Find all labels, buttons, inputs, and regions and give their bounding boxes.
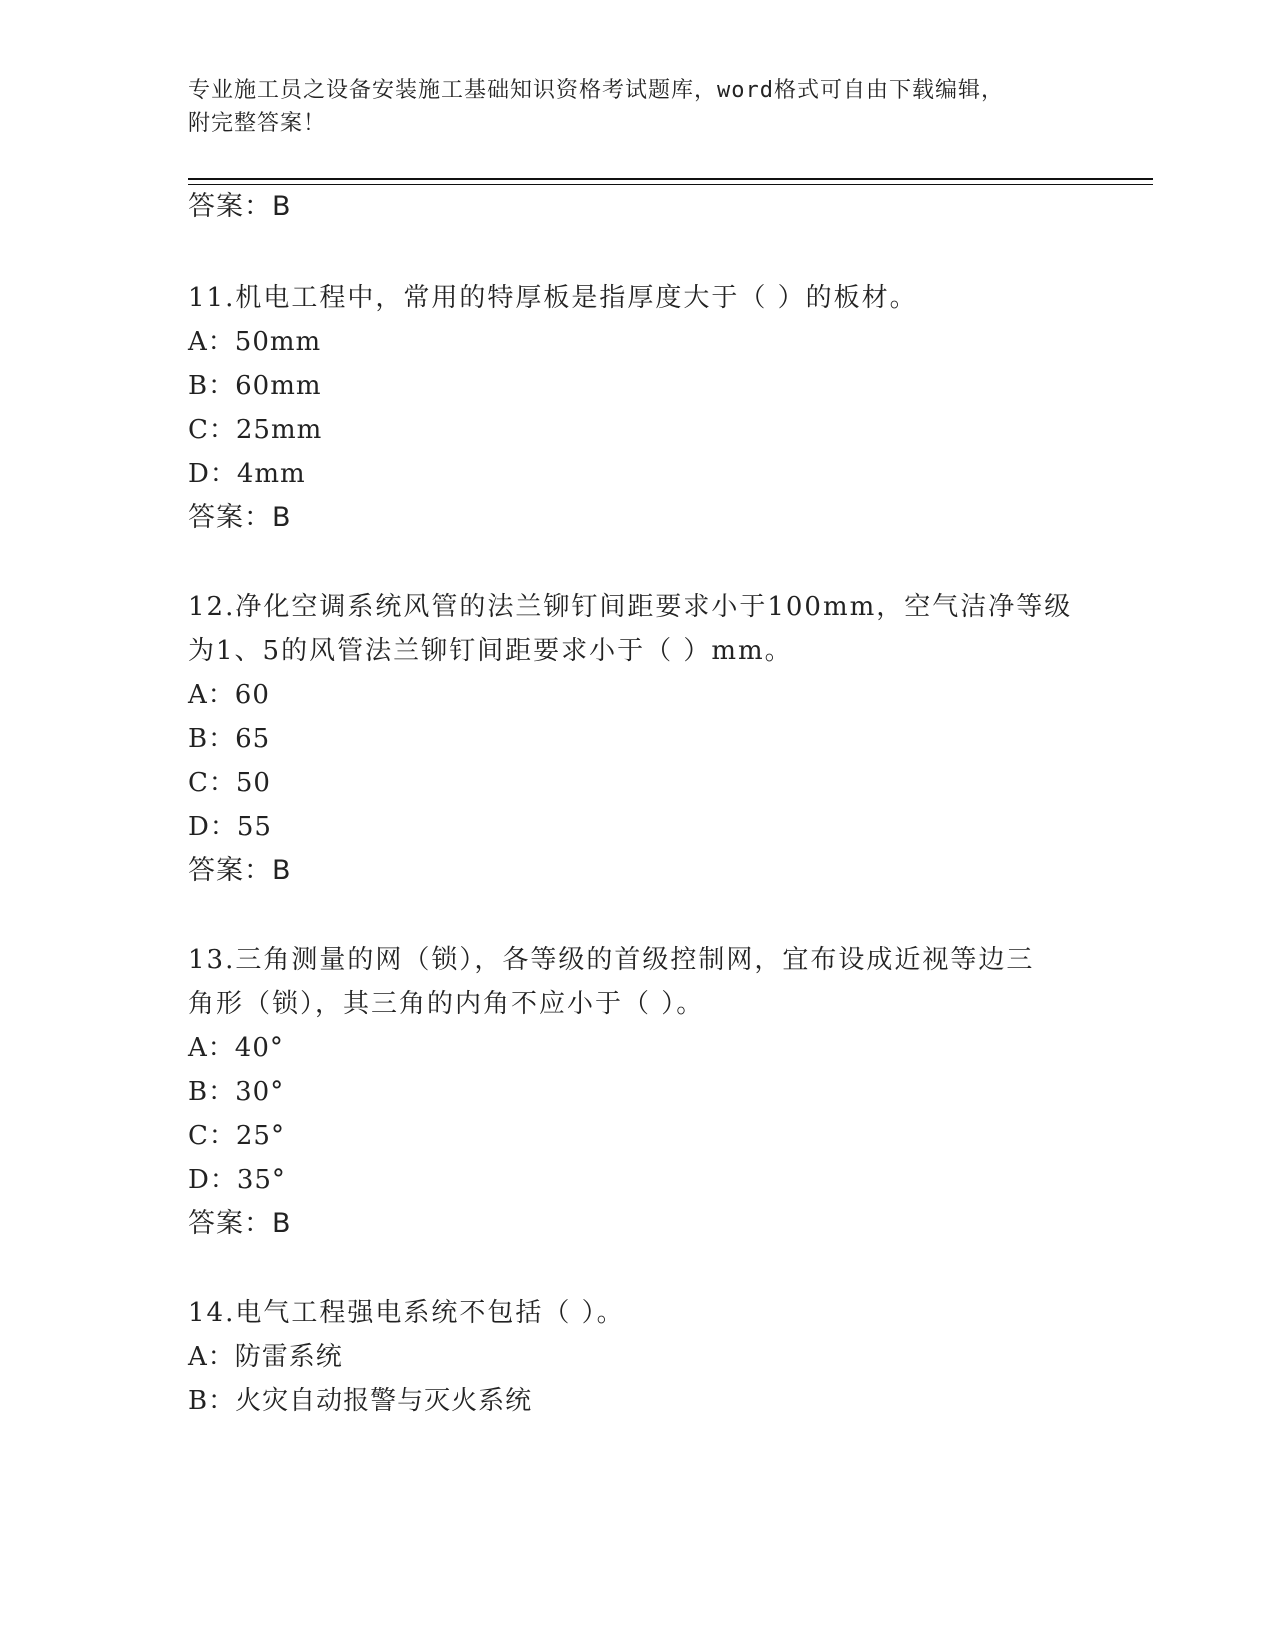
question-12-option-b: B：65 — [188, 724, 271, 754]
question-13-answer: 答案：B — [188, 1208, 292, 1239]
question-12-option-a: A：60 — [188, 680, 270, 710]
question-13-option-a: A：40° — [188, 1033, 284, 1063]
header-divider-thin — [188, 184, 1153, 185]
question-12-text-line-2: 为1、5的风管法兰铆钉间距要求小于（ ）mm。 — [188, 636, 793, 666]
question-12-text-line-1: 12.净化空调系统风管的法兰铆钉间距要求小于100mm，空气洁净等级 — [188, 592, 1073, 622]
question-13-option-c: C：25° — [188, 1121, 285, 1151]
question-14-option-b: B：火灾自动报警与灭火系统 — [188, 1386, 533, 1416]
header-line-1: 专业施工员之设备安装施工基础知识资格考试题库，word格式可自由下载编辑， — [188, 78, 1004, 103]
question-12-answer: 答案：B — [188, 855, 292, 886]
header-line-2: 附完整答案！ — [188, 111, 327, 136]
question-13-text-line-1: 13.三角测量的网（锁），各等级的首级控制网，宜布设成近视等边三 — [188, 945, 1035, 975]
document-header — [188, 74, 1068, 140]
question-14-text: 14.电气工程强电系统不包括（ ）。 — [188, 1298, 625, 1328]
question-11-option-b: B：60mm — [188, 371, 322, 401]
question-13-option-d: D：35° — [188, 1165, 286, 1195]
header-divider-thick — [188, 178, 1153, 180]
question-13-text-line-2: 角形（锁），其三角的内角不应小于（ ）。 — [188, 989, 705, 1019]
answer-line-prev: 答案：B — [188, 191, 292, 222]
question-12-option-d: D：55 — [188, 812, 272, 842]
question-13-option-b: B：30° — [188, 1077, 285, 1107]
question-14-option-a: A：防雷系统 — [188, 1342, 343, 1372]
question-11-option-c: C：25mm — [188, 415, 323, 445]
question-11-option-a: A：50mm — [188, 327, 322, 357]
question-11-answer: 答案：B — [188, 502, 292, 533]
question-12-option-c: C：50 — [188, 768, 271, 798]
question-11-text: 11.机电工程中，常用的特厚板是指厚度大于（ ）的板材。 — [188, 283, 918, 313]
question-11-option-d: D：4mm — [188, 459, 306, 489]
